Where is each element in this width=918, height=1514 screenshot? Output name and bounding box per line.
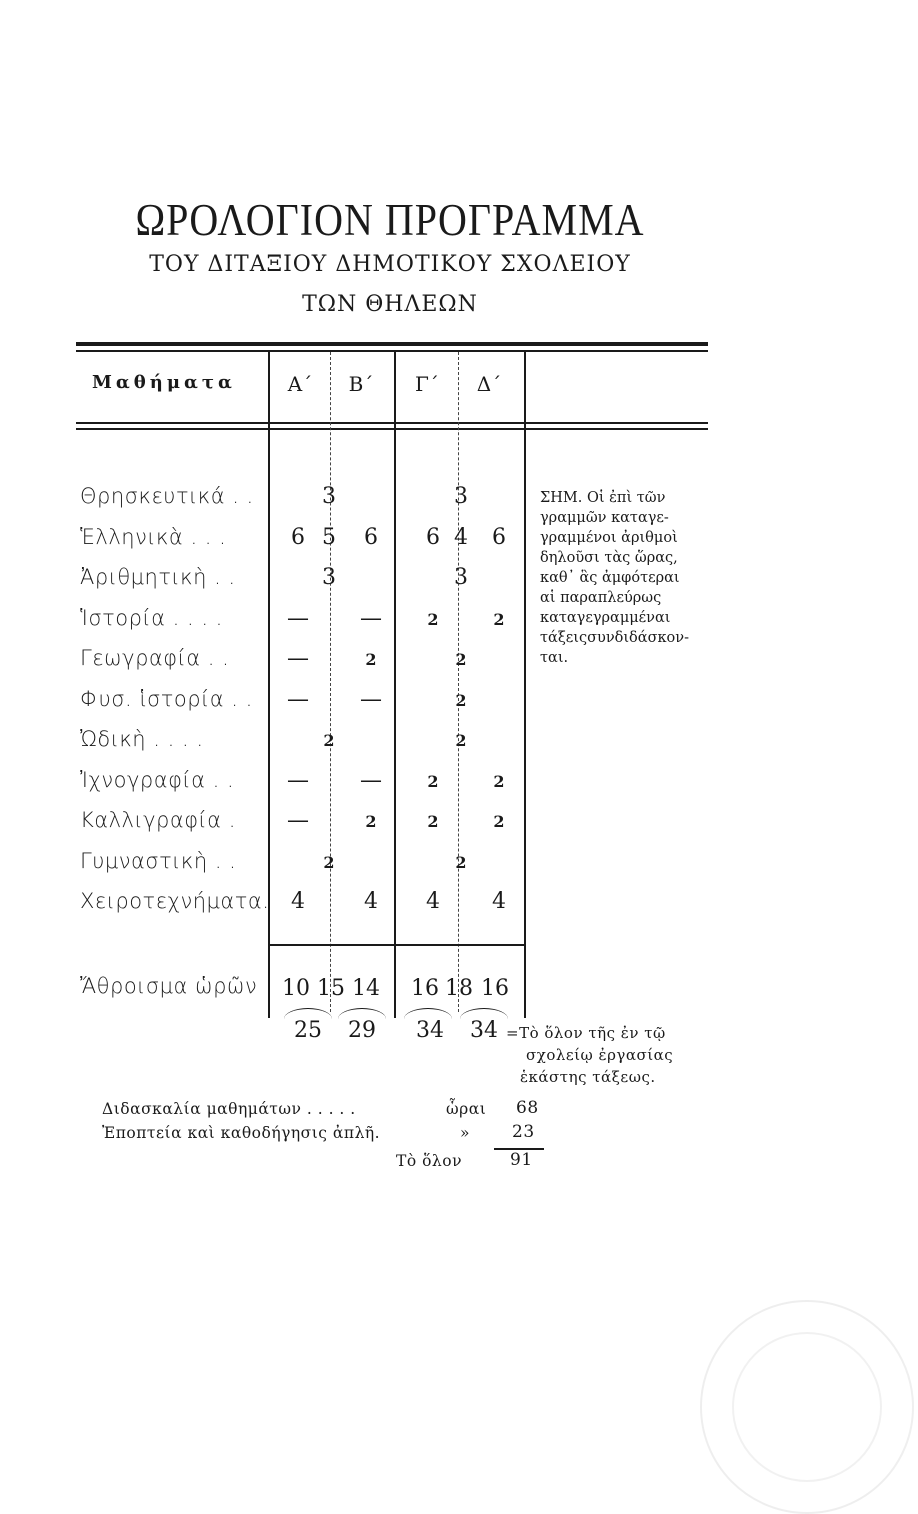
subject-label: Ἱστορία . . . .: [80, 605, 223, 630]
footer-label-supervision: Ἐποπτεία καὶ καθοδήγησις ἀπλῆ.: [102, 1124, 381, 1142]
hours-cell: 2: [493, 812, 505, 831]
hours-cell: 4: [454, 524, 468, 550]
hours-cell: 2: [493, 771, 505, 791]
subject-label: Ἰχνογραφία . .: [80, 767, 235, 792]
total-cell: 34: [416, 1018, 444, 1043]
hours-cell: 2: [365, 812, 377, 831]
side-note-line: καταγεγραμμέναι: [540, 610, 671, 626]
side-note-line: ΣΗΜ. Οἱ ἐπὶ τῶν: [540, 490, 666, 506]
footer-unit-ditto: »: [460, 1124, 470, 1142]
hours-cell: 6: [364, 524, 378, 550]
sum-cell: 16: [411, 976, 439, 1001]
footer-value-supervision: 23: [512, 1122, 535, 1142]
hours-cell: —: [287, 686, 309, 712]
header-rule-1: [76, 422, 708, 424]
totals-note: =Τὸ ὅλον τῆς ἐν τῷ: [506, 1024, 666, 1042]
hours-cell: 3: [454, 565, 468, 590]
total-cell: 34: [470, 1018, 498, 1043]
side-note: [540, 488, 689, 668]
header-rule-2: [76, 428, 708, 430]
hours-cell: 2: [427, 609, 439, 629]
hours-cell: 6: [291, 524, 305, 550]
footer-value-teaching: 68: [516, 1098, 539, 1118]
page-subtitle-2: ΤΩΝ ΘΗΛΕΩΝ: [302, 292, 478, 317]
column-divider-d: [458, 352, 459, 1012]
side-note-line: ται.: [540, 650, 569, 666]
sum-label: Ἄθροισμα ὡρῶν: [80, 974, 258, 998]
hours-cell: 4: [492, 889, 506, 914]
totals-note-3: ἑκάστης τάξεως.: [520, 1068, 656, 1086]
hours-cell: 2: [323, 852, 335, 872]
sum-cell: 14: [352, 976, 380, 1001]
hours-cell: —: [360, 686, 382, 712]
hours-cell: —: [287, 605, 309, 631]
side-note-line: καθ᾽ ἃς ἀμφότεραι: [540, 570, 680, 586]
sum-cell: 18: [445, 976, 473, 1001]
total-cell: 25: [294, 1018, 322, 1043]
hours-cell: 4: [426, 889, 440, 914]
side-note-line: δηλοῦσι τὰς ὥρας,: [540, 550, 678, 566]
sum-rule: [270, 944, 524, 946]
hours-cell: 2: [455, 852, 467, 872]
hours-cell: —: [287, 646, 309, 671]
page-subtitle: ΤΟΥ ΔΙΤΑΞΙΟΥ ΔΗΜΟΤΙΚΟΥ ΣΧΟΛΕΙΟΥ: [149, 252, 631, 277]
side-note-line: γραμμένοι ἀριθμοὶ: [540, 530, 678, 546]
column-header-d: Δ΄: [476, 372, 502, 396]
hours-cell: 2: [493, 609, 505, 629]
subject-label: Καλλιγραφία .: [80, 808, 236, 832]
hours-cell: 3: [322, 565, 336, 590]
hours-cell: 5: [322, 524, 336, 550]
hours-cell: 3: [322, 484, 336, 509]
subject-label: Ὠδικὴ . . . .: [80, 727, 204, 751]
subject-label: Θρησκευτικά . .: [80, 484, 254, 508]
hours-cell: 2: [455, 731, 467, 750]
footer-label-teaching: Διδασκαλία μαθημάτων . . . . .: [102, 1100, 356, 1118]
column-divider-ab: [394, 352, 396, 1018]
hours-cell: 2: [365, 650, 377, 669]
subject-header: Μαθήματα: [92, 372, 236, 393]
side-note-line: γραμμῶν καταγε-: [540, 510, 669, 526]
sum-cell: 16: [481, 976, 509, 1001]
column-header-b: Β΄: [348, 372, 374, 396]
sum-cell: 15: [317, 976, 345, 1001]
hours-cell: —: [360, 605, 382, 631]
sum-cell: 10: [282, 976, 310, 1001]
footer-total-value: 91: [510, 1150, 533, 1170]
totals-note-2: σχολείῳ ἐργασίας: [526, 1046, 674, 1064]
footer-unit-hours: ὧραι: [446, 1100, 487, 1118]
hours-cell: 4: [291, 889, 305, 914]
hours-cell: 6: [492, 524, 506, 550]
hours-cell: 3: [454, 484, 468, 509]
column-header-a: Α΄: [287, 372, 313, 396]
total-cell: 29: [348, 1018, 376, 1043]
hours-cell: 2: [427, 812, 439, 831]
subject-label: Χειροτεχνήματα.: [80, 889, 270, 913]
top-rule-thick: [76, 342, 708, 346]
subject-label: Ἀριθμητικὴ . .: [80, 565, 236, 589]
column-header-g: Γ΄: [415, 372, 439, 396]
hours-cell: 6: [426, 524, 440, 550]
hours-cell: —: [287, 767, 309, 793]
column-divider-gd: [524, 352, 526, 1018]
subject-label: Γυμναστικὴ . .: [80, 848, 237, 873]
column-divider-a: [330, 352, 331, 1012]
hours-cell: 4: [364, 889, 378, 914]
subject-label: Γεωγραφία . .: [80, 646, 230, 670]
subject-label: Ἑλληνικὰ . . .: [80, 524, 227, 549]
hours-cell: —: [360, 767, 382, 793]
side-note-line: τάξειςσυνδιδάσκον-: [540, 630, 689, 646]
hours-cell: 2: [323, 731, 335, 750]
side-note-line: αἱ παραπλεύρως: [540, 590, 662, 606]
hours-cell: —: [287, 808, 309, 833]
top-rule-thin: [76, 350, 708, 352]
library-stamp: [700, 1300, 914, 1514]
hours-cell: 2: [427, 771, 439, 791]
page-title: ΩΡΟΛΟΓΙΟΝ ΠΡΟΓΡΑΜΜΑ: [135, 193, 645, 246]
hours-cell: 2: [455, 690, 467, 710]
subject-label: Φυσ. ἱστορία . .: [80, 686, 253, 711]
column-divider-subject: [268, 352, 270, 1018]
footer-total-label: Τὸ ὅλον: [396, 1152, 463, 1170]
hours-cell: 2: [455, 650, 467, 669]
